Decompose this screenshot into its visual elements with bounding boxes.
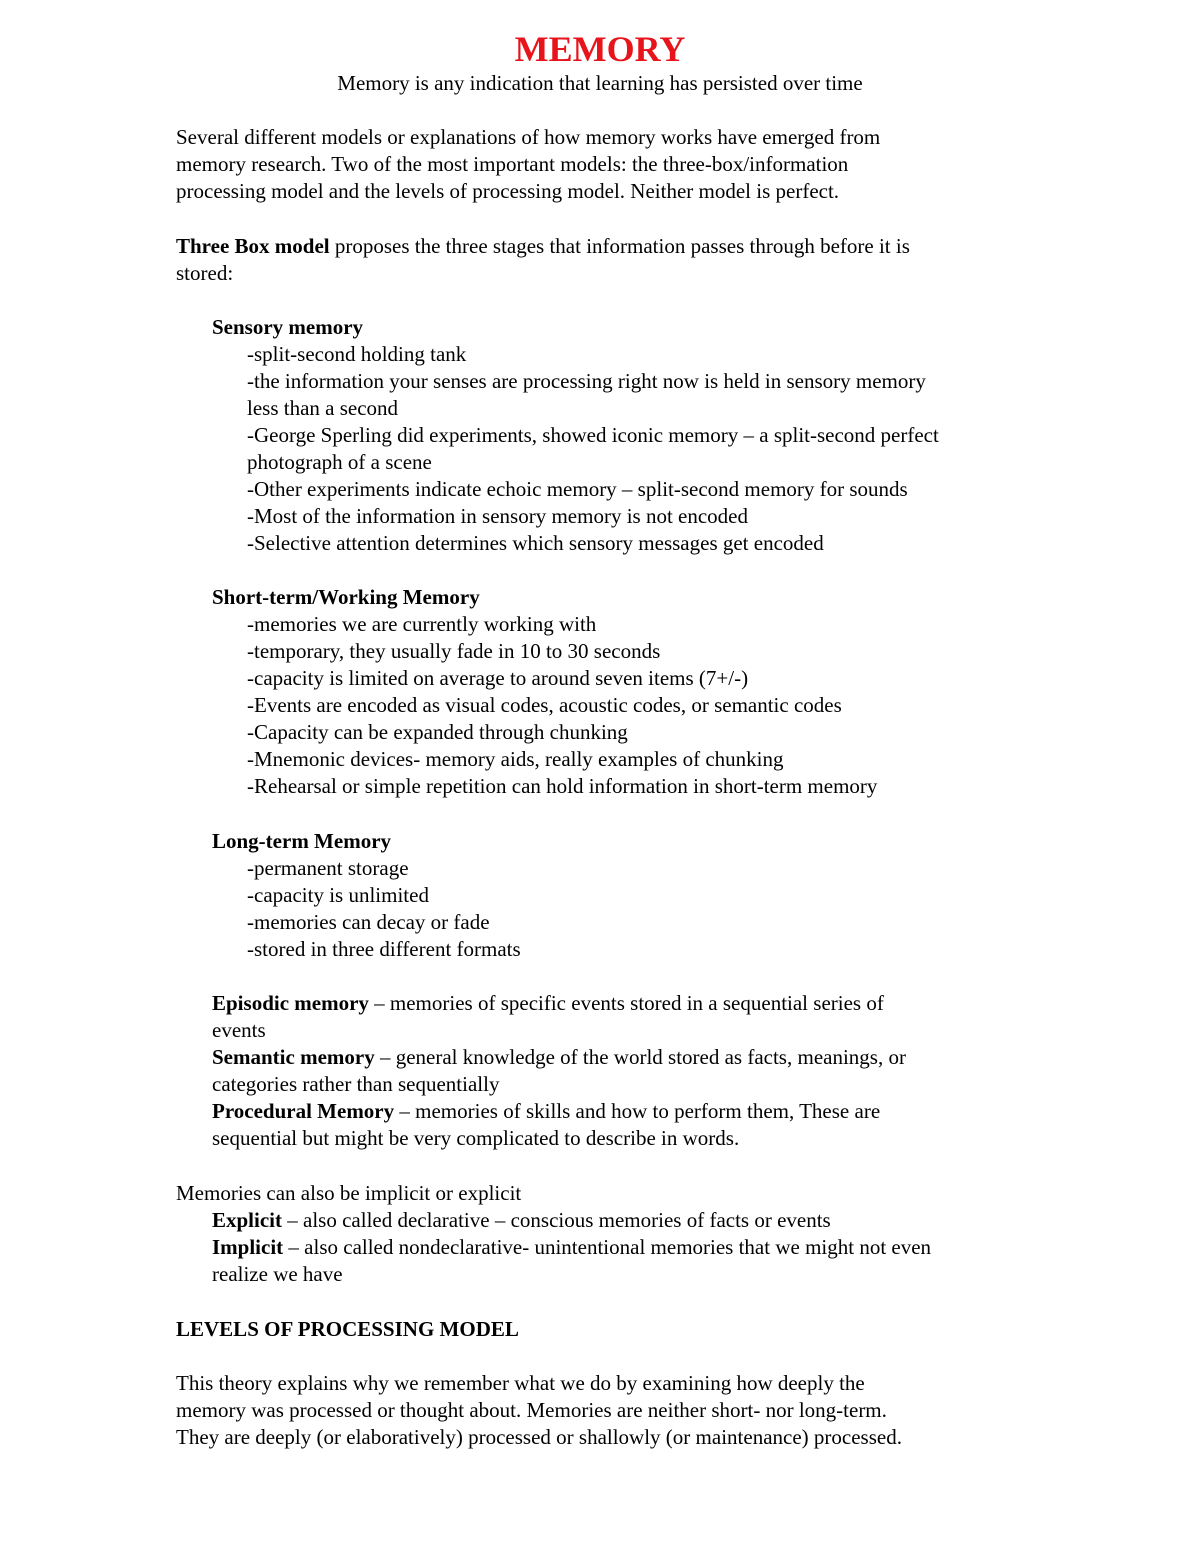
semantic-line: categories rather than sequentially [212, 1072, 500, 1096]
page-subtitle: Memory is any indication that learning has persisted over time [337, 71, 863, 95]
procedural-term: Procedural Memory [212, 1099, 395, 1123]
levels-heading: LEVELS OF PROCESSING MODEL [176, 1317, 519, 1341]
three-box-line: stored: [176, 261, 234, 285]
explicit-term: Explicit [212, 1208, 283, 1232]
long-term-item: -memories can decay or fade [247, 910, 490, 934]
episodic-term: Episodic memory [212, 991, 369, 1015]
intro-line: processing model and the levels of processing model. Neither model is perfect. [176, 179, 840, 203]
short-term-item: -capacity is limited on average to around seven items (7+/-) [247, 666, 749, 690]
three-box-text: proposes the three stages that information passes through before it is [329, 234, 910, 258]
sensory-item: -Most of the information in sensory memory is not encoded [247, 504, 748, 528]
three-box-term: Three Box model [176, 234, 330, 258]
three-box-line [176, 233, 910, 259]
short-term-item: -Rehearsal or simple repetition can hold information in short-term memory [247, 774, 878, 798]
short-term-heading: Short-term/Working Memory [212, 585, 480, 609]
short-term-item: -Events are encoded as visual codes, acoustic codes, or semantic codes [247, 693, 842, 717]
long-term-item: -capacity is unlimited [247, 883, 429, 907]
implicit-term: Implicit [212, 1235, 284, 1259]
levels-line: This theory explains why we remember what we do by examining how deeply the [176, 1371, 865, 1395]
procedural-line: Procedural Memory – memories of skills and how to perform them, These are [212, 1099, 881, 1123]
short-term-item: -temporary, they usually fade in 10 to 30 seconds [247, 639, 661, 663]
long-term-item: -permanent storage [247, 856, 409, 880]
intro-line: memory research. Two of the most important models: the three-box/information [176, 152, 849, 176]
episodic-line: Episodic memory – memories of specific events stored in a sequential series of [212, 991, 884, 1015]
semantic-line: Semantic memory – general knowledge of the world stored as facts, meanings, or [212, 1045, 906, 1069]
sensory-heading: Sensory memory [212, 315, 364, 339]
sensory-item: -George Sperling did experiments, showed iconic memory – a split-second perfect [247, 423, 939, 447]
implicit-line: realize we have [212, 1262, 343, 1286]
explicit-line: Explicit – also called declarative – conscious memories of facts or events [212, 1208, 831, 1232]
levels-line: They are deeply (or elaboratively) processed or shallowly (or maintenance) processed. [176, 1425, 902, 1449]
episodic-line: events [212, 1018, 266, 1042]
long-term-heading: Long-term Memory [212, 829, 392, 853]
implicit-explicit-intro: Memories can also be implicit or explicit [176, 1181, 522, 1205]
sensory-item: -Selective attention determines which sensory messages get encoded [247, 531, 824, 555]
procedural-line: sequential but might be very complicated to describe in words. [212, 1126, 740, 1150]
intro-line: Several different models or explanations of how memory works have emerged from [176, 125, 881, 149]
short-term-item: -memories we are currently working with [247, 612, 597, 636]
long-term-item: -stored in three different formats [247, 937, 521, 961]
semantic-term: Semantic memory [212, 1045, 375, 1069]
page-title: MEMORY [514, 29, 686, 69]
short-term-item: -Capacity can be expanded through chunking [247, 720, 628, 744]
sensory-item: -Other experiments indicate echoic memory – split-second memory for sounds [247, 477, 908, 501]
short-term-item: -Mnemonic devices- memory aids, really examples of chunking [247, 747, 784, 771]
sensory-item: -the information your senses are processing right now is held in sensory memory [247, 369, 926, 393]
sensory-item: less than a second [247, 396, 399, 420]
implicit-line: Implicit – also called nondeclarative- unintentional memories that we might not even [212, 1235, 932, 1259]
levels-line: memory was processed or thought about. Memories are neither short- nor long-term. [176, 1398, 887, 1422]
sensory-item: -split-second holding tank [247, 342, 467, 366]
sensory-item: photograph of a scene [247, 450, 432, 474]
